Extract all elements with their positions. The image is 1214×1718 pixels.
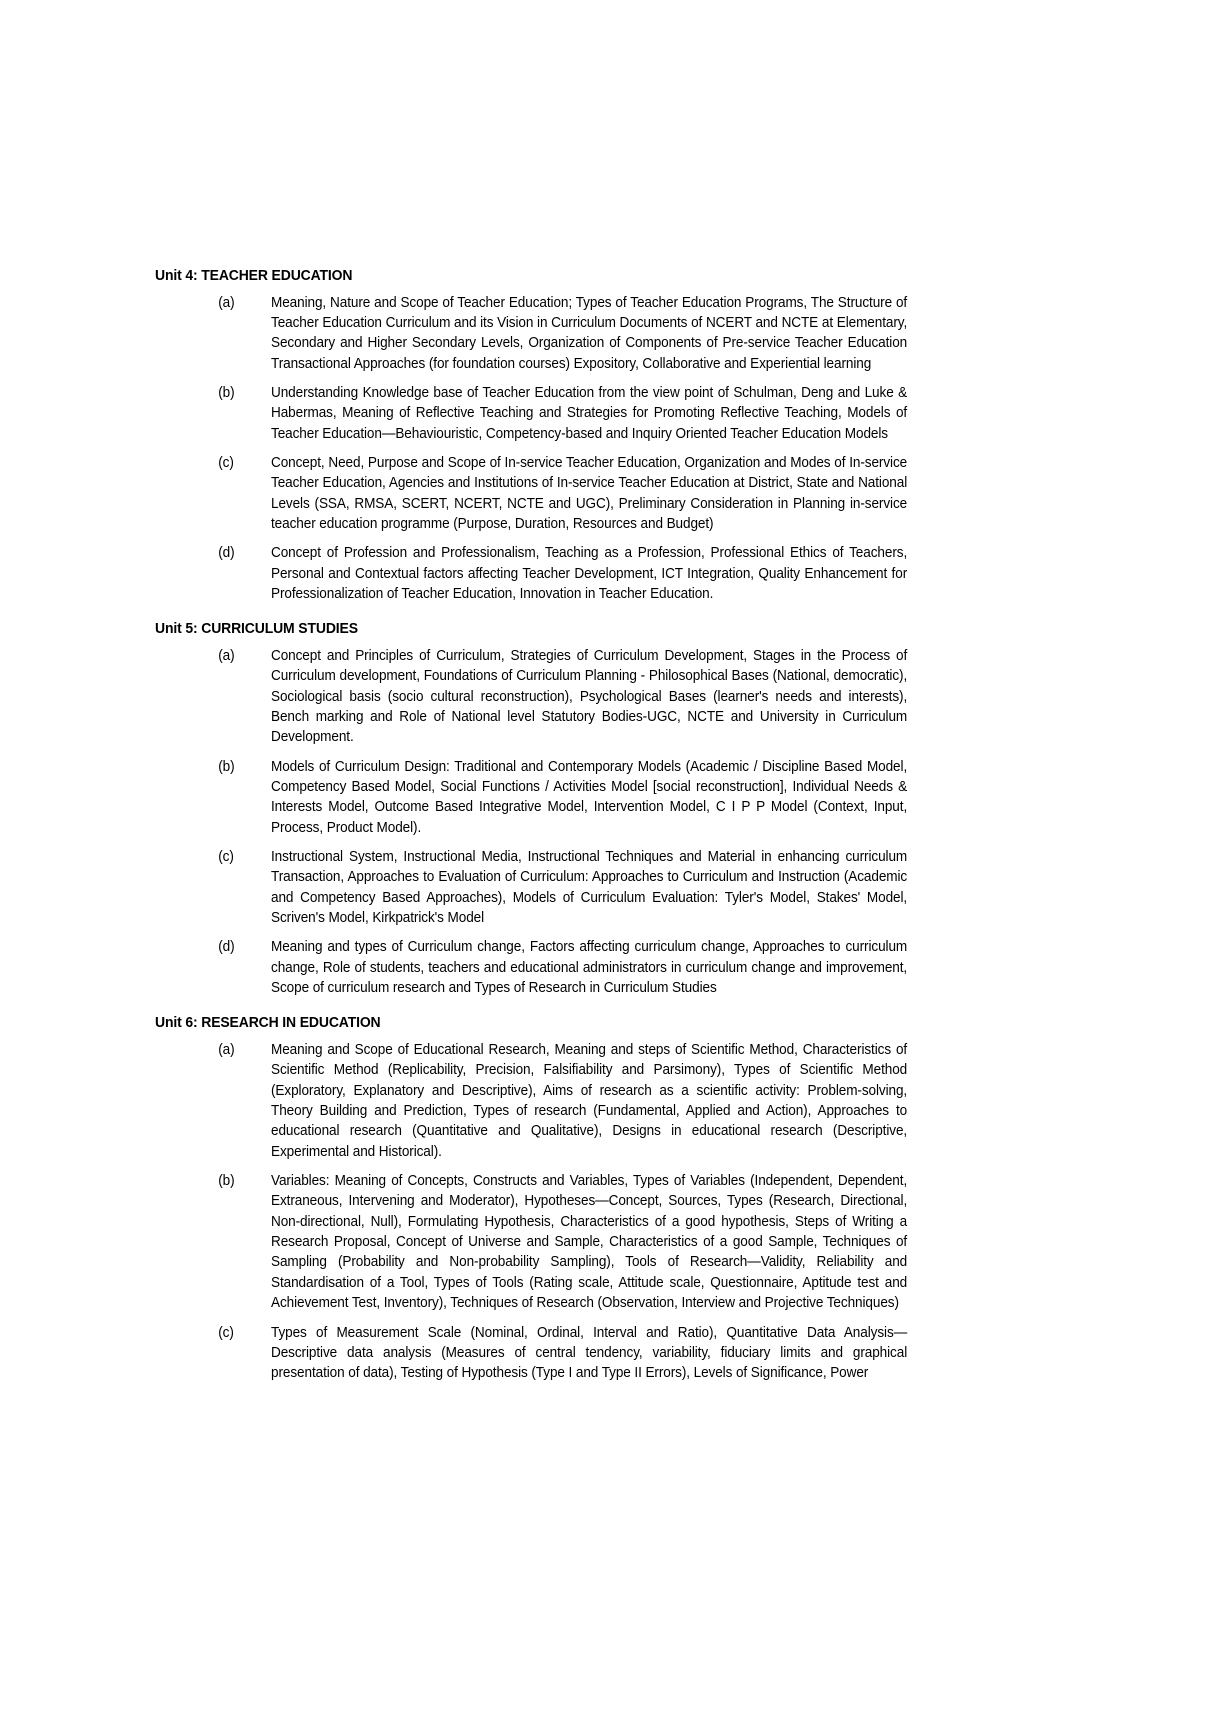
item-marker: (a) bbox=[218, 1042, 235, 1059]
item-text: Understanding Knowledge base of Teacher Education from the view point of Schulman, Deng and Luke & Habermas, Meaning of Reflective Teaching and Strategies for Promoting Reflective Teaching, Models of Teacher Education—Behaviouristic, Competency-based and Inquiry Oriented Teacher Education Models bbox=[271, 384, 908, 442]
item-text: Concept, Need, Purpose and Scope of In-service Teacher Education, Organization and Modes of In-service Teacher Education, Agencies and Institutions of In-service Teacher Education at District, State and National Levels (SSA, RMSA, SCERT, NCERT, NCTE and UGC), Preliminary Consideration in Planning in-service teacher education programme (Purpose, Duration, Resources and Budget) bbox=[271, 454, 908, 533]
item-text: Variables: Meaning of Concepts, Constructs and Variables, Types of Variables (Independent, Dependent, Extraneous, Intervening and Moderator), Hypotheses—Concept, Sources, Types (Research, Directional, Non-directional, Null), Formulating Hypothesis, Characteristics of a good hypothesis, Steps of Writing a Research Proposal, Concept of Universe and Sample, Characteristics of a good Sample, Techniques of Sampling (Probability and Non-probability Sampling), Tools of Research—Validity, Reliability and Standardisation of a Tool, Types of Tools (Rating scale, Attitude scale, Questionnaire, Aptitude test and Achievement Test, Inventory), Techniques of Research (Observation, Interview and Projective Techniques) bbox=[271, 1173, 908, 1312]
item-text: Concept of Profession and Professionalism, Teaching as a Profession, Professional Ethics of Teachers, Personal and Contextual factors affecting Teacher Development, ICT Integration, Quality Enhancement for Professionalization of Teacher Education, Innovation in Teacher Education. bbox=[271, 545, 908, 603]
syllabus-item bbox=[155, 847, 955, 928]
syllabus-item bbox=[155, 1323, 955, 1384]
item-marker: (c) bbox=[218, 1324, 234, 1341]
syllabus-item bbox=[155, 1171, 955, 1313]
syllabus-item bbox=[155, 1040, 955, 1162]
item-marker: (a) bbox=[218, 294, 235, 311]
item-marker: (b) bbox=[218, 1173, 235, 1190]
item-text: Models of Curriculum Design: Traditional and Contemporary Models (Academic / Discipline Based Model, Competency Based Model, Social Functions / Activities Model [social reconstruction], Individual Needs & Interests Model, Outcome Based Integrative Model, Intervention Model, C I P P Model (Context, Input, Process, Product Model). bbox=[271, 758, 908, 836]
item-text: Concept and Principles of Curriculum, Strategies of Curriculum Development, Stages in the Process of Curriculum development, Foundations of Curriculum Planning - Philosophical Bases (National, democratic), Sociological basis (socio cultural reconstruction), Psychological Bases (learner's needs and interests), Bench marking and Role of National level Statutory Bodies-UGC, NCTE and University in Curriculum Development. bbox=[271, 647, 908, 746]
unit-heading-unit-5: Unit 5: CURRICULUM STUDIES bbox=[155, 620, 358, 638]
syllabus-item bbox=[155, 383, 955, 444]
item-text: Instructional System, Instructional Media, Instructional Techniques and Material in enhancing curriculum Transaction, Approaches to Evaluation of Curriculum: Approaches to Curriculum and Instruction (Academic and Competency Based Approaches), Models of Curriculum Evaluation: Tyler's Model, Stakes' Model, Scriven's Model, Kirkpatrick's Model bbox=[271, 849, 908, 927]
unit-section-unit-5 bbox=[155, 618, 955, 998]
syllabus-item bbox=[155, 293, 955, 374]
item-marker: (b) bbox=[218, 384, 235, 401]
item-text: Meaning, Nature and Scope of Teacher Education; Types of Teacher Education Programs, The Structure of Teacher Education Curriculum and its Vision in Curriculum Documents of NCERT and NCTE at Elementary, Secondary and Higher Secondary Levels, Organization of Components of Pre-service Teacher Education Transactional Approaches (for foundation courses) Expository, Collaborative and Experiential learning bbox=[271, 294, 908, 372]
syllabus-item bbox=[155, 757, 955, 838]
syllabus-item bbox=[155, 453, 955, 534]
syllabus-item bbox=[155, 937, 955, 998]
item-text: Meaning and Scope of Educational Research, Meaning and steps of Scientific Method, Characteristics of Scientific Method (Replicability, Precision, Falsifiability and Parsimony), Types of Scientific Method (Exploratory, Explanatory and Descriptive), Aims of research as a scientific activity: Problem-solving, Theory Building and Prediction, Types of research (Fundamental, Applied and Action), Approaches to educational research (Quantitative and Qualitative), Designs in educational research (Descriptive, Experimental and Historical). bbox=[271, 1042, 908, 1160]
unit-items-unit-6 bbox=[155, 1040, 955, 1384]
item-marker: (d) bbox=[218, 545, 235, 562]
unit-items-unit-4 bbox=[155, 293, 955, 605]
item-marker: (a) bbox=[218, 647, 235, 664]
item-marker: (c) bbox=[218, 849, 234, 866]
syllabus-content bbox=[155, 265, 955, 1398]
item-marker: (c) bbox=[218, 454, 234, 471]
syllabus-item bbox=[155, 646, 955, 748]
item-text: Types of Measurement Scale (Nominal, Ordinal, Interval and Ratio), Quantitative Data Analysis—Descriptive data analysis (Measures of central tendency, variability, fiduciary limits and graphical presentation of data), Testing of Hypothesis (Type I and Type II Errors), Levels of Significance, Power bbox=[271, 1324, 908, 1382]
unit-section-unit-6 bbox=[155, 1012, 955, 1383]
syllabus-item bbox=[155, 543, 955, 604]
unit-items-unit-5 bbox=[155, 646, 955, 999]
item-marker: (d) bbox=[218, 939, 235, 956]
unit-heading-unit-6: Unit 6: RESEARCH IN EDUCATION bbox=[155, 1014, 381, 1032]
unit-section-unit-4 bbox=[155, 265, 955, 604]
item-text: Meaning and types of Curriculum change, Factors affecting curriculum change, Approaches to curriculum change, Role of students, teachers and educational administrators in curriculum change and improvement, Scope of curriculum research and Types of Research in Curriculum Studies bbox=[271, 939, 908, 997]
unit-heading-unit-4: Unit 4: TEACHER EDUCATION bbox=[155, 267, 353, 284]
item-marker: (b) bbox=[218, 758, 235, 775]
